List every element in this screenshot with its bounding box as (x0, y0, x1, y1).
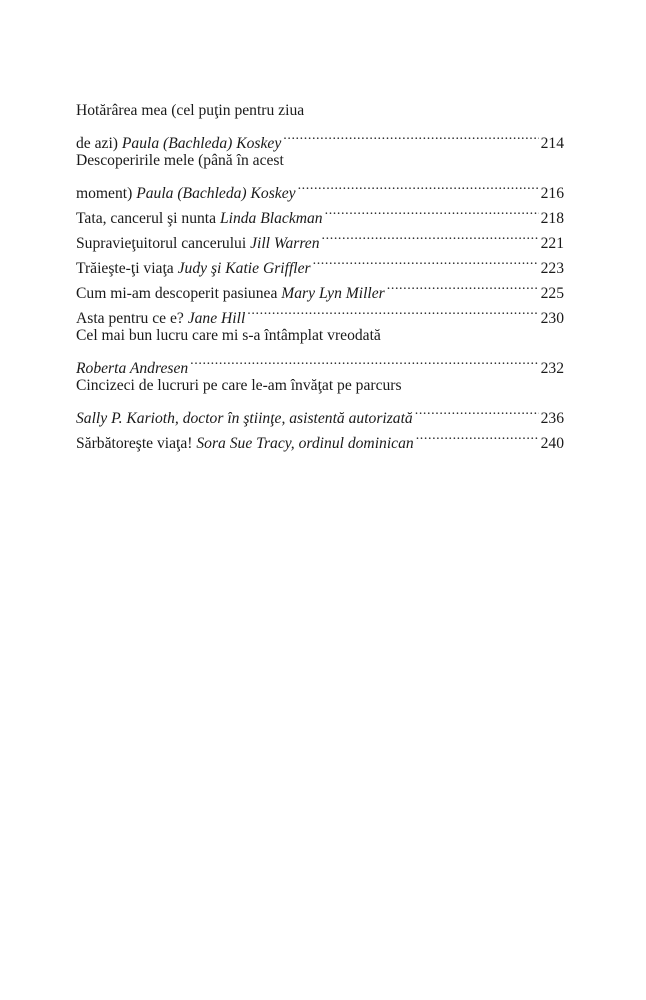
toc-entry-page: 225 (540, 285, 564, 302)
toc-entry-author: Paula (Bachleda) Koskey (121, 135, 282, 152)
toc-entry-author: Sally P. Karioth, doctor în ştiinţe, asistentă autorizată (76, 410, 413, 427)
toc-entry-page: 221 (540, 235, 564, 252)
toc-entry-page: 232 (540, 360, 564, 377)
toc-entry-title: Sărbătoreşte viaţa! (76, 435, 197, 452)
toc-entry-text (76, 206, 323, 231)
toc-entry-author: Linda Blackman (219, 210, 323, 227)
toc-entry-author: Roberta Andresen (76, 360, 189, 377)
toc-entry-page: 216 (540, 185, 564, 202)
toc-entry-text (76, 181, 296, 206)
table-of-contents (76, 98, 564, 452)
dot-leader (247, 298, 538, 323)
toc-entry-title-line (76, 98, 564, 123)
dot-leader (387, 273, 539, 298)
toc-entry-title-cont: de azi) (76, 135, 122, 152)
dot-leader (313, 248, 539, 273)
toc-entry-author: Sora Sue Tracy, ordinul dominican (196, 435, 414, 452)
toc-entry-title: Asta pentru ce e? (76, 310, 188, 327)
dot-leader (415, 398, 539, 423)
toc-entry-title: Cum mi-am descoperit pasiunea (76, 285, 282, 302)
toc-entry-title: Trăieşte-ţi viaţa (76, 260, 178, 277)
toc-entry-text (76, 256, 311, 281)
toc-entry-page: 236 (540, 410, 564, 427)
toc-entry-author: Mary Lyn Miller (281, 285, 385, 302)
dot-leader (322, 223, 539, 248)
toc-entry-page: 240 (540, 435, 564, 452)
toc-entry[interactable] (76, 173, 564, 202)
dot-leader (190, 348, 538, 373)
toc-entry-title-line (76, 373, 564, 398)
toc-entry-text (76, 431, 414, 456)
toc-entry[interactable] (76, 398, 564, 427)
toc-entry-page: 223 (540, 260, 564, 277)
toc-entry-page: 218 (540, 210, 564, 227)
toc-entry-title: Descoperirile mele (până în acest (76, 152, 284, 169)
toc-entry-title: Cel mai bun lucru care mi s-a întâmplat vreodată (76, 327, 381, 344)
toc-entry-title: Tata, cancerul şi nunta (76, 210, 220, 227)
toc-entry-title: Supravieţuitorul cancerului (76, 235, 251, 252)
toc-entry-author: Jane Hill (187, 310, 246, 327)
toc-entry-title-line (76, 148, 564, 173)
dot-leader (298, 173, 539, 198)
toc-entry-text (76, 406, 413, 431)
toc-entry[interactable] (76, 123, 564, 152)
dot-leader (283, 123, 538, 148)
toc-entry-author: Jill Warren (250, 235, 320, 252)
toc-entry-title: Hotărârea mea (cel puţin pentru ziua (76, 102, 305, 119)
toc-entry-title-line (76, 323, 564, 348)
toc-entry-title-cont: moment) (76, 185, 137, 202)
toc-entry-author: Paula (Bachleda) Koskey (136, 185, 296, 202)
dot-leader (416, 423, 539, 448)
toc-entry-page: 214 (540, 135, 564, 152)
toc-entry[interactable] (76, 348, 564, 377)
toc-entry-title: Cincizeci de lucruri pe care le-am învăţat pe parcurs (76, 377, 402, 394)
dot-leader (325, 198, 539, 223)
toc-entry-text (76, 231, 320, 256)
toc-entry-page: 230 (540, 310, 564, 327)
toc-entry-author: Judy şi Katie Griffler (177, 260, 311, 277)
